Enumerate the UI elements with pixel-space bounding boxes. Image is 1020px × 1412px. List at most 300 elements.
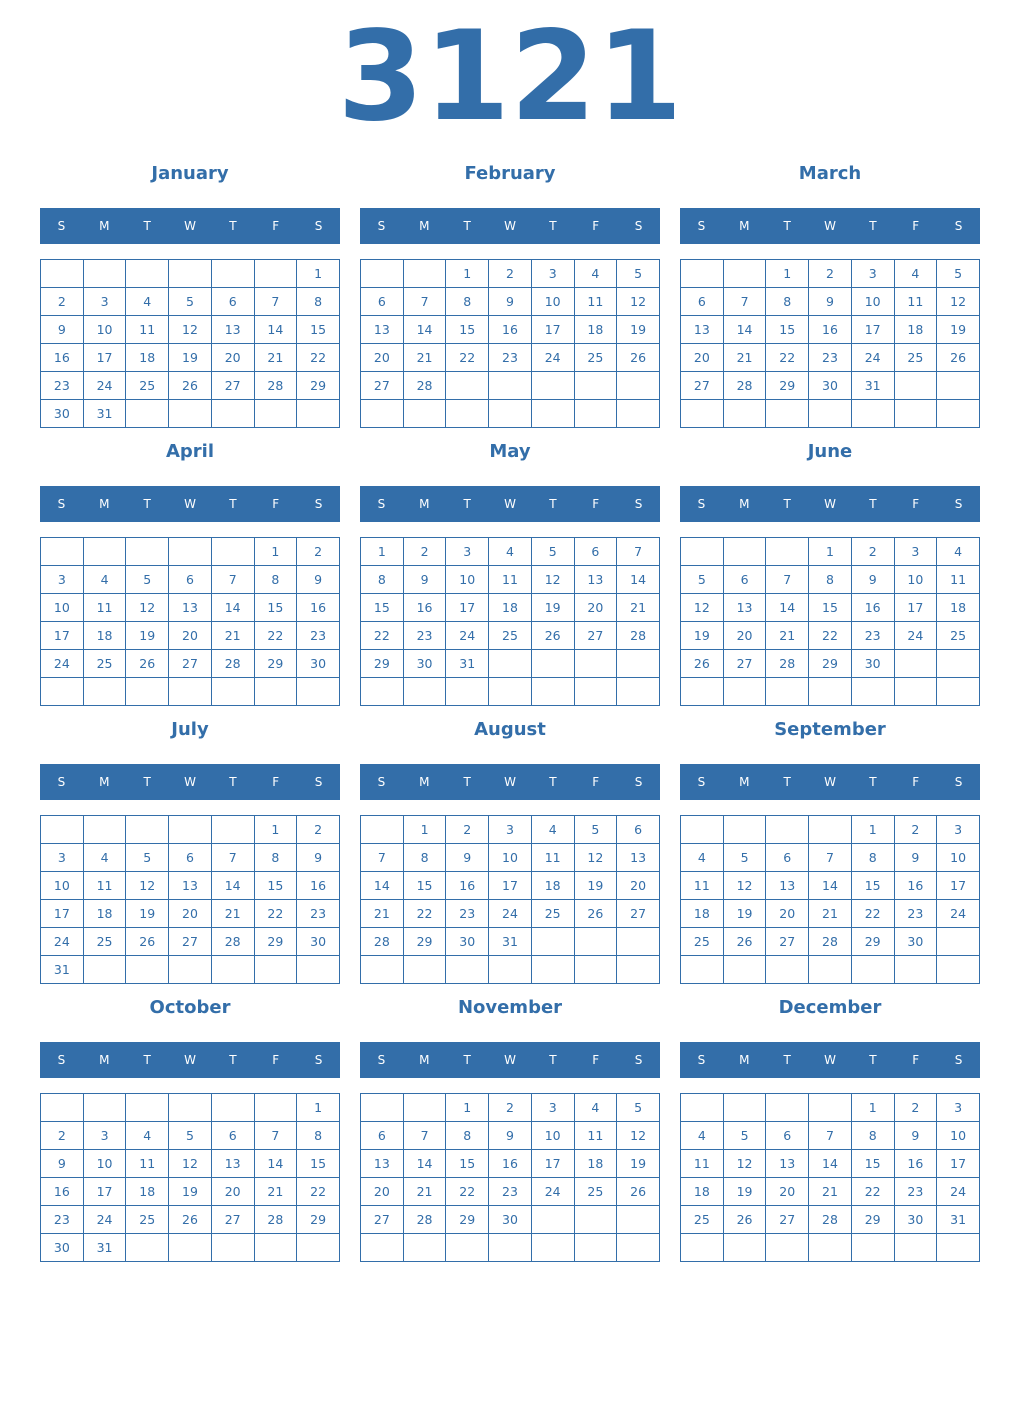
day-cell (617, 678, 660, 706)
weekday-label: W (184, 1053, 196, 1067)
day-cell: 22 (361, 622, 404, 650)
day-cell (937, 650, 980, 678)
day-cell: 23 (489, 1178, 532, 1206)
day-cell: 7 (723, 288, 766, 316)
weekday-label: T (463, 775, 471, 789)
weekday-label: T (143, 1053, 151, 1067)
day-cell: 2 (446, 816, 489, 844)
day-cell: 24 (446, 622, 489, 650)
day-cell: 30 (489, 1206, 532, 1234)
day-cell: 23 (894, 1178, 937, 1206)
day-cell (169, 1094, 212, 1122)
day-cell: 7 (403, 288, 446, 316)
day-cell (937, 1234, 980, 1262)
weekday-label: F (592, 219, 600, 233)
day-cell (574, 678, 617, 706)
day-cell: 28 (361, 928, 404, 956)
day-cell: 14 (766, 594, 809, 622)
day-cell: 31 (83, 1234, 126, 1262)
day-cell (809, 678, 852, 706)
day-cell: 17 (531, 316, 574, 344)
day-cell: 27 (361, 1206, 404, 1234)
day-cell: 15 (297, 316, 340, 344)
day-cell: 4 (937, 538, 980, 566)
day-cell: 11 (531, 844, 574, 872)
day-cell: 19 (531, 594, 574, 622)
week-row (681, 1094, 980, 1122)
week-row (361, 1094, 660, 1122)
day-cell: 21 (361, 900, 404, 928)
day-cell: 30 (41, 400, 84, 428)
weekday-label: S (697, 775, 706, 789)
day-cell: 1 (254, 816, 297, 844)
day-cell: 3 (41, 566, 84, 594)
day-cell: 19 (617, 316, 660, 344)
day-cell: 18 (681, 1178, 724, 1206)
day-cell: 7 (809, 844, 852, 872)
day-cell (681, 1094, 724, 1122)
day-cell: 20 (723, 622, 766, 650)
day-cell: 10 (41, 872, 84, 900)
week-row (361, 400, 660, 428)
day-cell: 17 (83, 344, 126, 372)
day-cell: 6 (766, 1122, 809, 1150)
day-cell (681, 260, 724, 288)
day-cell: 22 (254, 622, 297, 650)
week-row (361, 844, 660, 872)
weekday-label: F (272, 497, 280, 511)
day-cell: 5 (126, 566, 169, 594)
day-cell (531, 650, 574, 678)
day-cell: 28 (617, 622, 660, 650)
day-cell: 30 (297, 650, 340, 678)
day-cell (681, 538, 724, 566)
day-cell: 12 (531, 566, 574, 594)
day-cell: 29 (766, 372, 809, 400)
day-cell: 3 (489, 816, 532, 844)
month-may (360, 434, 660, 706)
weekday-label: T (869, 775, 877, 789)
day-cell: 1 (446, 1094, 489, 1122)
week-row (361, 872, 660, 900)
day-cell: 16 (41, 1178, 84, 1206)
day-cell: 22 (766, 344, 809, 372)
day-cell: 17 (531, 1150, 574, 1178)
day-cell: 12 (126, 872, 169, 900)
weekday-label: W (184, 497, 196, 511)
day-cell: 12 (937, 288, 980, 316)
day-cell (126, 956, 169, 984)
weekday-label: F (272, 1053, 280, 1067)
weekday-label: S (57, 775, 66, 789)
day-cell: 29 (254, 650, 297, 678)
day-cell: 10 (41, 594, 84, 622)
week-row (681, 1150, 980, 1178)
day-cell: 10 (83, 316, 126, 344)
day-cell: 27 (766, 1206, 809, 1234)
weekday-label: S (377, 497, 386, 511)
week-row (361, 316, 660, 344)
day-cell: 11 (681, 1150, 724, 1178)
weekday-header (680, 1042, 980, 1078)
day-cell: 6 (211, 288, 254, 316)
week-row (681, 622, 980, 650)
weekday-label: S (57, 219, 66, 233)
day-cell: 17 (937, 1150, 980, 1178)
day-cell: 10 (531, 1122, 574, 1150)
day-cell (361, 678, 404, 706)
day-cell: 2 (894, 1094, 937, 1122)
day-cell: 3 (83, 288, 126, 316)
weekday-label: S (377, 1053, 386, 1067)
day-cell: 24 (937, 1178, 980, 1206)
day-cell: 14 (403, 316, 446, 344)
day-cell (809, 1094, 852, 1122)
day-cell (681, 400, 724, 428)
day-cell (403, 260, 446, 288)
day-cell: 12 (723, 1150, 766, 1178)
day-cell (403, 678, 446, 706)
month-name: August (474, 719, 546, 740)
day-grid (680, 537, 980, 706)
day-cell: 5 (126, 844, 169, 872)
weekday-label: W (824, 1053, 836, 1067)
day-cell: 4 (83, 844, 126, 872)
day-cell: 21 (211, 900, 254, 928)
weekday-label: S (314, 497, 323, 511)
day-cell: 9 (41, 316, 84, 344)
day-cell (169, 400, 212, 428)
weekday-label: M (739, 497, 750, 511)
day-cell: 15 (766, 316, 809, 344)
day-cell (809, 1234, 852, 1262)
day-cell: 18 (937, 594, 980, 622)
month-september (680, 712, 980, 984)
day-grid (40, 537, 340, 706)
day-cell: 29 (446, 1206, 489, 1234)
day-cell: 26 (169, 372, 212, 400)
day-cell (126, 260, 169, 288)
day-cell: 24 (894, 622, 937, 650)
day-cell: 20 (361, 1178, 404, 1206)
day-cell: 13 (361, 1150, 404, 1178)
day-cell: 3 (894, 538, 937, 566)
day-cell (169, 816, 212, 844)
day-cell: 5 (937, 260, 980, 288)
day-cell: 14 (254, 316, 297, 344)
day-cell (531, 1206, 574, 1234)
week-row (41, 900, 340, 928)
day-cell: 9 (809, 288, 852, 316)
month-april (40, 434, 340, 706)
day-cell (169, 1234, 212, 1262)
day-cell: 2 (297, 816, 340, 844)
day-cell: 4 (83, 566, 126, 594)
day-cell: 18 (126, 1178, 169, 1206)
weekday-label: F (912, 497, 920, 511)
week-row (41, 872, 340, 900)
day-cell: 24 (937, 900, 980, 928)
day-cell (766, 678, 809, 706)
day-cell: 30 (446, 928, 489, 956)
month-name: February (464, 163, 556, 184)
week-row (361, 816, 660, 844)
day-cell: 20 (211, 1178, 254, 1206)
day-cell: 17 (894, 594, 937, 622)
day-cell: 15 (809, 594, 852, 622)
day-cell (574, 400, 617, 428)
weekday-label: F (272, 219, 280, 233)
day-cell (574, 650, 617, 678)
week-row (41, 928, 340, 956)
day-cell: 22 (851, 1178, 894, 1206)
day-cell (723, 678, 766, 706)
day-cell: 31 (446, 650, 489, 678)
day-cell: 17 (41, 900, 84, 928)
day-cell: 9 (297, 844, 340, 872)
day-cell (446, 372, 489, 400)
day-cell (617, 1234, 660, 1262)
day-cell: 25 (894, 344, 937, 372)
day-cell (617, 372, 660, 400)
day-cell: 16 (403, 594, 446, 622)
day-cell (574, 1206, 617, 1234)
weekday-label: F (912, 775, 920, 789)
weekday-label: T (463, 219, 471, 233)
week-row (681, 288, 980, 316)
weekday-label: T (783, 775, 791, 789)
day-cell: 3 (41, 844, 84, 872)
week-row (41, 1122, 340, 1150)
day-cell: 8 (297, 1122, 340, 1150)
weekday-header (360, 208, 660, 244)
day-cell: 16 (851, 594, 894, 622)
weekday-label: S (314, 775, 323, 789)
week-row (41, 1206, 340, 1234)
day-cell: 14 (809, 872, 852, 900)
day-cell (169, 538, 212, 566)
day-cell (894, 400, 937, 428)
day-cell (766, 956, 809, 984)
weekday-label: T (869, 219, 877, 233)
weekday-label: F (912, 219, 920, 233)
day-cell: 4 (681, 844, 724, 872)
weekday-label: S (697, 497, 706, 511)
day-cell: 2 (851, 538, 894, 566)
day-cell: 7 (809, 1122, 852, 1150)
day-cell: 2 (489, 260, 532, 288)
week-row (361, 900, 660, 928)
day-cell: 8 (766, 288, 809, 316)
day-cell: 8 (297, 288, 340, 316)
day-cell: 25 (681, 1206, 724, 1234)
weekday-label: S (954, 497, 963, 511)
day-cell (937, 400, 980, 428)
day-cell: 19 (723, 900, 766, 928)
weekday-label: M (419, 775, 430, 789)
day-cell (617, 956, 660, 984)
day-cell (361, 260, 404, 288)
weekday-label: T (783, 497, 791, 511)
day-cell: 24 (41, 928, 84, 956)
day-cell: 26 (126, 928, 169, 956)
day-cell: 4 (681, 1122, 724, 1150)
day-cell: 16 (446, 872, 489, 900)
day-cell: 31 (851, 372, 894, 400)
day-cell: 15 (297, 1150, 340, 1178)
day-cell: 3 (83, 1122, 126, 1150)
day-cell: 11 (937, 566, 980, 594)
weekday-header (40, 208, 340, 244)
day-grid (40, 259, 340, 428)
day-cell: 19 (617, 1150, 660, 1178)
weekday-header (360, 764, 660, 800)
day-cell: 17 (851, 316, 894, 344)
day-cell (41, 816, 84, 844)
day-cell (169, 678, 212, 706)
weekday-label: M (419, 219, 430, 233)
day-cell: 2 (489, 1094, 532, 1122)
day-cell: 6 (574, 538, 617, 566)
weekday-label: F (912, 1053, 920, 1067)
day-cell: 6 (766, 844, 809, 872)
day-cell: 4 (489, 538, 532, 566)
week-row (41, 844, 340, 872)
month-name: October (149, 997, 231, 1018)
day-cell: 15 (851, 1150, 894, 1178)
weekday-label: T (549, 497, 557, 511)
week-row (681, 316, 980, 344)
day-cell: 3 (937, 816, 980, 844)
day-cell: 10 (446, 566, 489, 594)
week-row (41, 288, 340, 316)
month-name: January (151, 163, 229, 184)
day-cell: 14 (211, 594, 254, 622)
day-cell: 19 (169, 1178, 212, 1206)
month-name: June (807, 441, 853, 462)
weekday-label: T (869, 497, 877, 511)
day-cell: 9 (851, 566, 894, 594)
day-cell: 2 (403, 538, 446, 566)
day-cell: 20 (211, 344, 254, 372)
weekday-label: S (697, 219, 706, 233)
day-cell: 6 (361, 288, 404, 316)
day-cell: 28 (809, 928, 852, 956)
day-cell (574, 1234, 617, 1262)
day-cell: 26 (723, 928, 766, 956)
day-cell (126, 400, 169, 428)
day-cell: 7 (766, 566, 809, 594)
day-cell: 29 (851, 928, 894, 956)
day-cell: 23 (809, 344, 852, 372)
day-cell: 11 (126, 316, 169, 344)
day-cell: 3 (851, 260, 894, 288)
weekday-label: W (184, 219, 196, 233)
week-row (681, 372, 980, 400)
day-cell: 8 (446, 1122, 489, 1150)
day-cell: 11 (126, 1150, 169, 1178)
weekday-label: T (549, 1053, 557, 1067)
weekday-label: T (463, 1053, 471, 1067)
day-cell: 25 (574, 344, 617, 372)
month-november (360, 990, 660, 1262)
day-cell (361, 956, 404, 984)
day-cell: 15 (361, 594, 404, 622)
month-name: May (489, 441, 531, 462)
day-cell: 16 (41, 344, 84, 372)
day-cell: 6 (211, 1122, 254, 1150)
day-cell (446, 956, 489, 984)
day-cell (211, 956, 254, 984)
day-cell: 8 (809, 566, 852, 594)
day-cell: 30 (851, 650, 894, 678)
day-cell (851, 956, 894, 984)
week-row (681, 400, 980, 428)
day-cell: 22 (446, 1178, 489, 1206)
day-cell: 11 (83, 594, 126, 622)
day-cell: 1 (809, 538, 852, 566)
day-cell: 28 (723, 372, 766, 400)
weekday-label: T (143, 219, 151, 233)
day-cell: 23 (41, 1206, 84, 1234)
weekday-header (680, 486, 980, 522)
day-cell: 15 (254, 594, 297, 622)
weekday-label: T (229, 1053, 237, 1067)
day-cell: 10 (937, 1122, 980, 1150)
day-cell: 16 (297, 872, 340, 900)
day-cell (894, 372, 937, 400)
day-cell (681, 816, 724, 844)
day-cell: 18 (574, 1150, 617, 1178)
day-cell: 16 (297, 594, 340, 622)
day-cell (617, 928, 660, 956)
day-grid (360, 259, 660, 428)
day-cell: 4 (126, 1122, 169, 1150)
day-cell: 21 (723, 344, 766, 372)
day-cell: 7 (211, 566, 254, 594)
day-cell (489, 650, 532, 678)
day-cell (297, 400, 340, 428)
week-row (41, 538, 340, 566)
day-cell: 14 (211, 872, 254, 900)
day-cell: 5 (723, 844, 766, 872)
day-cell: 29 (297, 1206, 340, 1234)
week-row (681, 872, 980, 900)
day-cell: 12 (723, 872, 766, 900)
day-cell: 24 (851, 344, 894, 372)
day-cell: 23 (403, 622, 446, 650)
day-cell (937, 928, 980, 956)
day-cell (531, 928, 574, 956)
weekday-label: T (229, 497, 237, 511)
day-cell: 22 (254, 900, 297, 928)
day-cell (809, 956, 852, 984)
day-cell: 6 (361, 1122, 404, 1150)
week-row (41, 622, 340, 650)
day-cell: 7 (617, 538, 660, 566)
weekday-label: S (954, 219, 963, 233)
day-cell: 13 (723, 594, 766, 622)
day-cell: 1 (851, 1094, 894, 1122)
day-cell: 20 (681, 344, 724, 372)
day-cell: 1 (403, 816, 446, 844)
day-cell: 8 (446, 288, 489, 316)
day-cell: 21 (766, 622, 809, 650)
day-cell: 17 (489, 872, 532, 900)
day-cell: 8 (254, 844, 297, 872)
day-cell: 25 (126, 1206, 169, 1234)
day-cell: 1 (297, 260, 340, 288)
